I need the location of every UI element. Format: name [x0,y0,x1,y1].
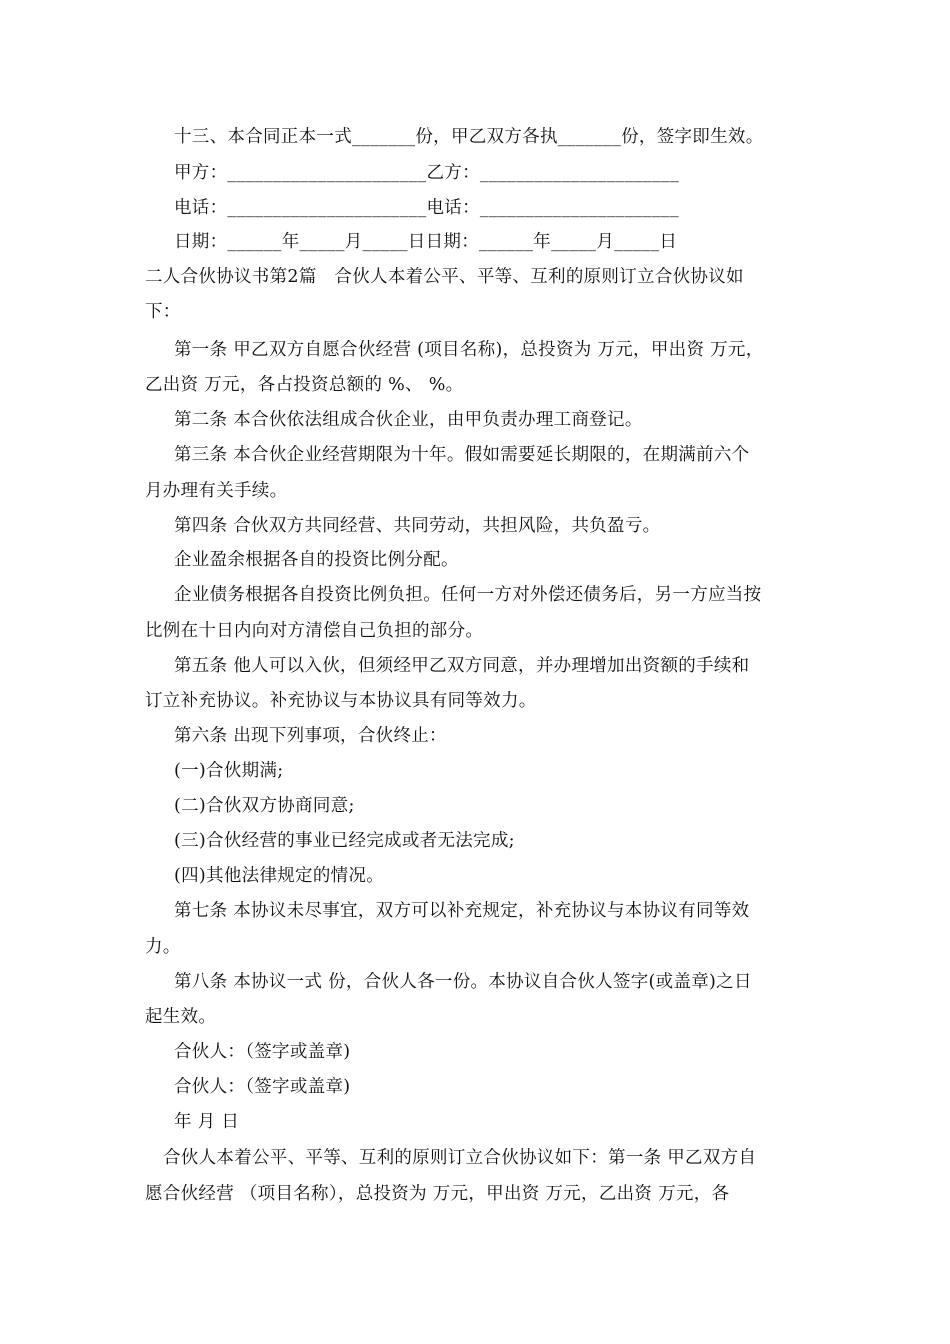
termination-item-2: (二)合伙双方协商同意; [174,796,355,816]
article-3: 第三条 本合伙企业经营期限为十年。假如需要延长期限的，在期满前六个 [174,445,750,465]
article-8-continued: 起生效。 [145,1007,217,1027]
debt-liability-continued: 比例在十日内向对方清偿自己负担的部分。 [145,621,484,641]
phone-line: 电话：______________________电话：______________________ [174,198,679,218]
repeated-agreement-intro: 合伙人本着公平、平等、互利的原则订立合伙协议如下：第一条 甲乙双方自 [163,1148,757,1168]
termination-item-3: (三)合伙经营的事业已经完成或者无法完成; [174,831,515,851]
article-4: 第四条 合伙双方共同经营、共同劳动，共担风险，共负盈亏。 [174,516,661,536]
article-3-continued: 月办理有关手续。 [145,481,288,501]
partner-signature-2: 合伙人：（签字或盖章) [174,1077,351,1097]
signing-date: 年 月 日 [174,1112,240,1132]
article-6: 第六条 出现下列事项，合伙终止： [174,726,447,746]
article-5-continued: 订立补充协议。补充协议与本协议具有同等效力。 [145,691,537,711]
termination-item-1: (一)合伙期满; [174,761,284,781]
article-5: 第五条 他人可以入伙，但须经甲乙双方同意，并办理增加出资额的手续和 [174,656,750,676]
termination-item-4: (四)其他法律规定的情况。 [174,866,385,886]
paragraph-continuation: 下： [145,302,181,322]
repeated-agreement-continued: 愿合伙经营 （项目名称），总投资为 万元，甲出资 万元，乙出资 万元，各 [145,1184,730,1204]
article-7: 第七条 本协议未尽事宜，双方可以补充规定，补充协议与本协议有同等效 [174,901,750,921]
article-7-continued: 力。 [145,937,181,957]
party-signature-line: 甲方：______________________乙方：______________________ [174,163,679,183]
article-1: 第一条 甲乙双方自愿合伙经营 (项目名称)，总投资为 万元，甲出资 万元， [174,340,764,360]
clause-13-copies: 十三、本合同正本一式_______份，甲乙双方各执_______份，签字即生效。 [174,127,764,147]
date-line: 日期：______年_____月_____日日期：______年_____月_____日 [174,232,678,252]
debt-liability: 企业债务根据各自投资比例负担。任何一方对外偿还债务后，另一方应当按 [174,585,762,605]
article-1-continued: 乙出资 万元，各占投资总额的 %、 %。 [145,375,464,395]
profit-distribution: 企业盈余根据各自的投资比例分配。 [174,550,459,570]
section-heading-line: 二人合伙协议书第2篇 合伙人本着公平、平等、互利的原则订立合伙协议如 [145,267,744,287]
article-2: 第二条 本合伙依法组成合伙企业，由甲负责办理工商登记。 [174,410,643,430]
partner-signature-1: 合伙人：（签字或盖章) [174,1042,351,1062]
article-8: 第八条 本协议一式 份，合伙人各一份。本协议自合伙人签字(或盖章)之日 [174,972,752,992]
